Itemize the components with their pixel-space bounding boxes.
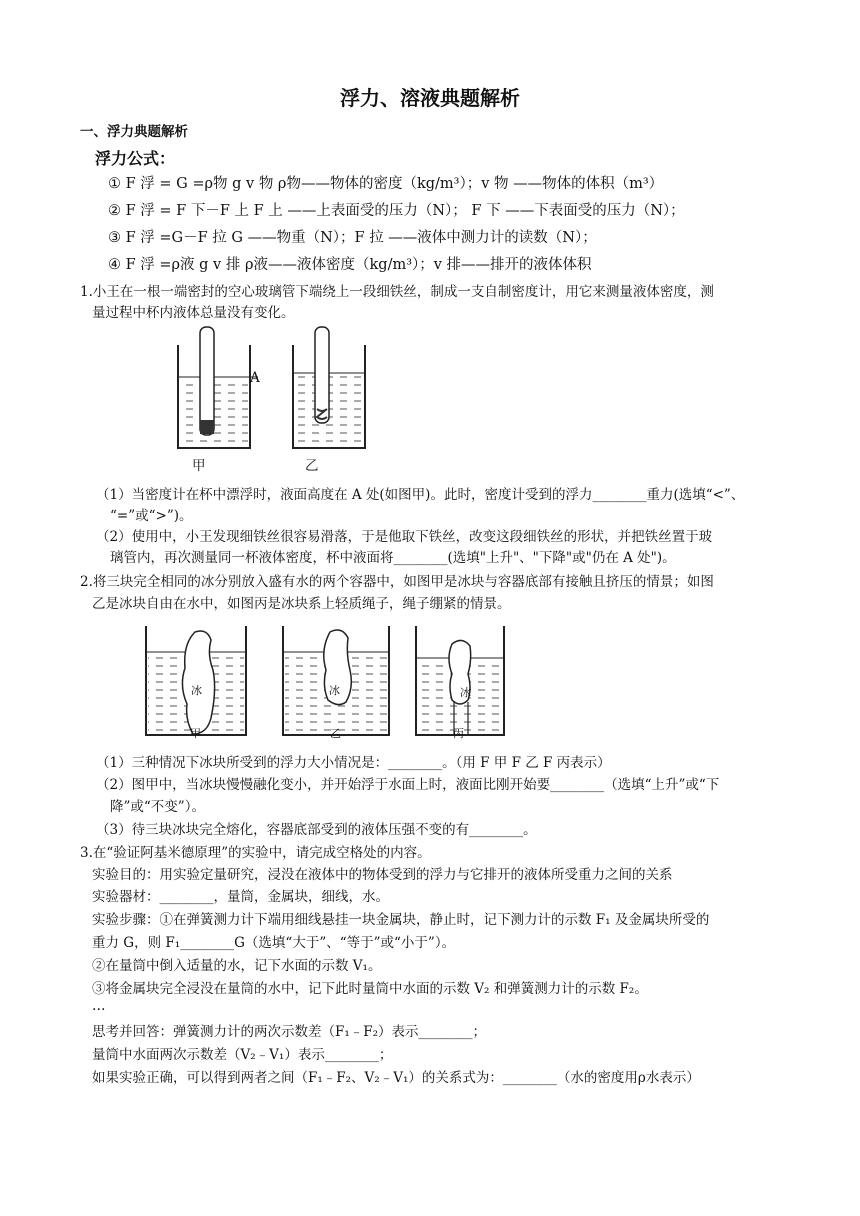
q2-stem-line1: 2.将三块完全相同的冰分别放入盛有水的两个容器中，如图甲是冰块与容器底部有接触且挤压的情景；如图	[80, 574, 714, 590]
q3-think-1: 思考并回答：弹簧测力计的两次示数差（F₁﹣F₂）表示________；	[92, 1024, 487, 1040]
q1-label-yi: 乙	[305, 458, 319, 474]
q3-step2: ②在量筒中倒入适量的水，记下水面的示数 V₁。	[92, 958, 382, 974]
q1-part2-line1: （2）使用中，小王发现细铁丝很容易滑落，于是他取下铁丝，改变这段细铁丝的形状，并把铁丝置于玻	[96, 529, 713, 545]
q2-label-jia: 甲	[190, 727, 201, 740]
q1-part1-line1: （1）当密度计在杯中漂浮时，液面高度在 A 处(如图甲)。此时，密度计受到的浮力________重力(选填“<”、	[96, 487, 745, 503]
q1-part2-line2: 璃管内，再次测量同一杯液体密度，杯中液面将________(选填"上升"、"下降"或"仍在 A 处")。	[110, 550, 676, 566]
q3-think-2: 量筒中水面两次示数差（V₂﹣V₁）表示________；	[92, 1047, 393, 1063]
q2-label-bing: 丙	[453, 727, 464, 740]
formula-1: ① F 浮 = G =ρ物 g v 物 ρ物——物体的密度（kg/m³）；v 物 ——物体的体积（m³）	[108, 176, 664, 192]
q1-label-jia: 甲	[192, 458, 206, 474]
q2-ice-label-3: 冰	[460, 686, 471, 699]
q1-stem-line1: 1.小王在一根一端密封的空心玻璃管下端绕上一段细铁丝，制成一支自制密度计，用它来测量液体密度，测	[80, 284, 714, 300]
q1-label-a: A	[250, 370, 260, 386]
q2-ice-label-2: 冰	[329, 684, 340, 697]
q3-purpose: 实验目的：用实验定量研究，浸没在液体中的物体受到的浮力与它排开的液体所受重力之间的关系	[92, 867, 673, 883]
q2-part2-line2: 降”或“不变”）。	[110, 799, 205, 815]
q3-think-3: 如果实验正确，可以得到两者之间（F₁﹣F₂、V₂﹣V₁）的关系式为：________（水的密度用ρ水表示）	[92, 1070, 700, 1086]
formula-4: ④ F 浮 =ρ液 g v 排 ρ液——液体密度（kg/m³）；v 排——排开的液体体积	[108, 257, 592, 273]
q3-step1-line2: 重力 G，则 F₁________G（选填“大于”、“等于”或“小于”）。	[92, 935, 456, 951]
q3-step3: ③将金属块完全浸没在量筒的水中，记下此时量筒中水面的示数 V₂ 和弹簧测力计的示数 F₂。	[92, 981, 648, 997]
formula-heading: 浮力公式：	[95, 149, 176, 168]
q2-ice-label-1: 冰	[191, 684, 202, 697]
q3-stem: 3.在“验证阿基米德原理”的实验中，请完成空格处的内容。	[80, 845, 431, 861]
q3-step1-line1: 实验步骤：①在弹簧测力计下端用细线悬挂一块金属块，静止时，记下测力计的示数 F₁ 及金属块所受的	[92, 912, 710, 928]
q2-stem-line2: 乙是冰块自由在水中，如图丙是冰块系上轻质绳子，绳子绷紧的情景。	[92, 596, 511, 612]
q2-part2-line1: （2）图甲中，当冰块慢慢融化变小，并开始浮于水面上时，液面比刚开始要________（选填“上升”或“下	[96, 777, 720, 793]
q1-hydrometer-figure	[170, 325, 380, 475]
formula-2: ② F 浮 = F 下－F 上 F 上 ——上表面受的压力（N）； F 下 ——下表面受的压力（N）；	[108, 203, 685, 219]
q2-part3: （3）待三块冰块完全熔化，容器底部受到的液体压强不变的有________。	[96, 822, 537, 838]
q1-stem-line2: 量过程中杯内液体总量没有变化。	[92, 305, 295, 321]
q1-part1-line2: “=”或“>”)。	[110, 508, 193, 524]
q2-part1: （1）三种情况下冰块所受到的浮力大小情况是：________。（用 F 甲 F 乙 F 丙表示）	[96, 755, 611, 771]
section-heading: 一、浮力典题解析	[80, 124, 188, 140]
q2-label-yi: 乙	[330, 727, 341, 740]
page-title: 浮力、溶液典题解析	[340, 86, 520, 110]
formula-3: ③ F 浮 =G－F 拉 G ——物重（N）；F 拉 ——液体中测力计的读数（N）；	[108, 230, 597, 246]
q3-ellipsis: …	[92, 998, 106, 1014]
q3-materials: 实验器材：________，量筒，金属块，细线，水。	[92, 889, 389, 905]
